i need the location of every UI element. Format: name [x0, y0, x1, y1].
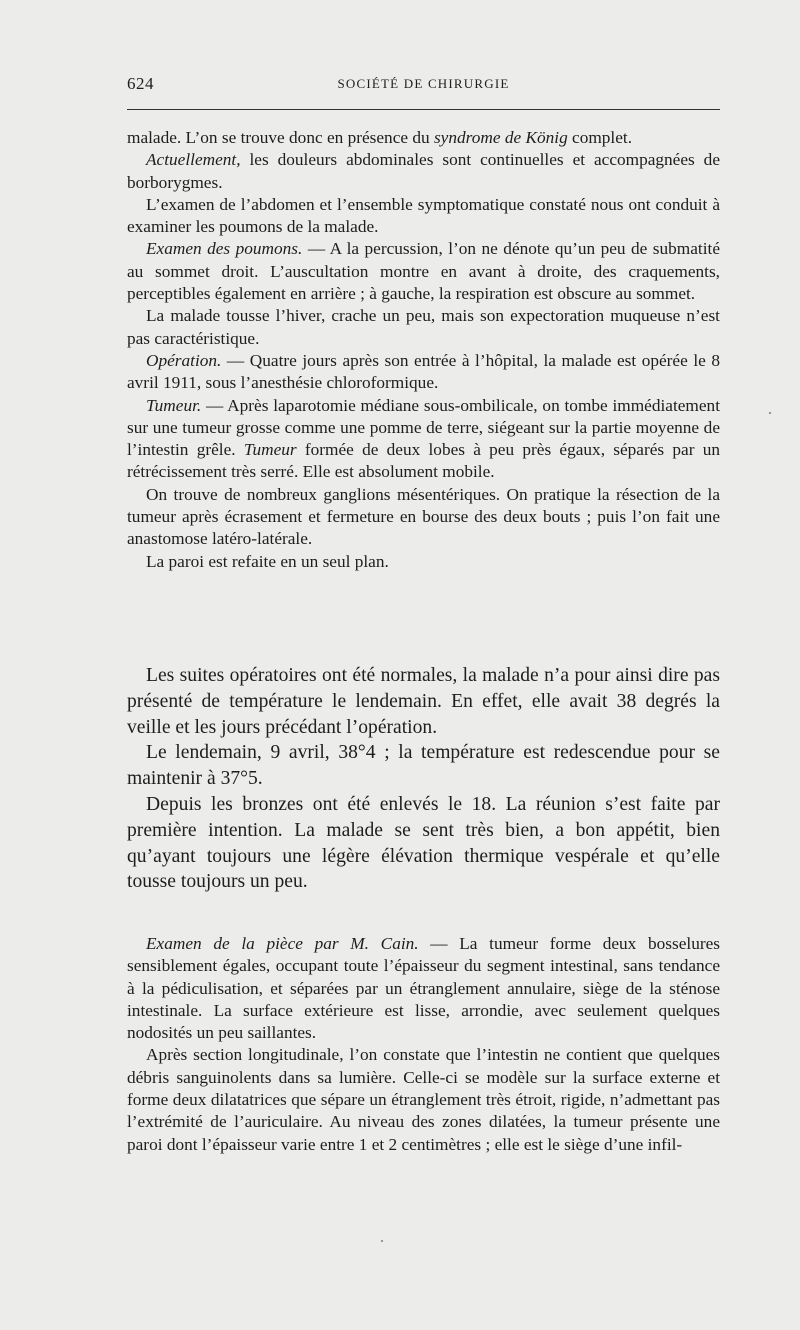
paragraph: La malade tousse l’hiver, crache un peu, mais son expectoration muqueuse n’est pas caractéristique. [127, 306, 720, 348]
paragraph: Tumeur. — Après laparotomie médiane sous-ombilicale, on tombe immédiatement sur une tumeur grosse comme une pomme de terre, siégeant sur la partie moyenne de l’intestin grêle. Tumeur formée de deux lobes à peu près égaux, séparés par un rétrécissement très serré. Elle est absolument mobile. [127, 395, 720, 482]
paragraph: Après section longitudinale, l’on constate que l’intestin ne contient que quelques débris sanguinolents dans sa lumière. Celle-ci se modèle sur la surface externe et forme deux dilatatrices que sépare un étranglement très étroit, rigide, n’admettant pas l’extrémité de l’auriculaire. Au niveau des zones dilatées, la tumeur présente une paroi dont l’épaisseur varie entre 1 et 2 centimètres ; elle est le siège d’une infil- [127, 1045, 720, 1154]
paragraph: Les suites opératoires ont été normales, la malade n’a pour ainsi dire pas présenté de température le lendemain. En effet, elle avait 38 degrés la veille et les jours précédant l’opération. [127, 665, 720, 738]
pathology-section [127, 933, 720, 1156]
paper-speck [381, 1240, 383, 1242]
paragraph: malade. L’on se trouve donc en présence du syndrome de König complet. [127, 128, 633, 147]
paper-speck [769, 412, 771, 414]
page-number: 624 [127, 74, 154, 93]
postoperative-section [127, 663, 720, 895]
paragraph: Le lendemain, 9 avril, 38°4 ; la température est redescendue pour se maintenir à 37°5. [127, 742, 720, 790]
paragraph: Depuis les bronzes ont été enlevés le 18. La réunion s’est faite par première intention. La malade se sent très bien, a bon appétit, bien qu’ayant toujours une légère élévation thermique vespérale et qu’elle tousse toujours un peu. [127, 793, 720, 893]
page-header [127, 74, 720, 98]
paragraph: Examen de la pièce par M. Cain. — La tumeur forme deux bosselures sensiblement égales, occupant toute l’épaisseur du segment intestinal, sans tendance à la pédiculisation, et séparées par un étranglement annulaire, siège de la sténose intestinale. La surface extérieure est lisse, arrondie, avec seulement quelques nodosités un peu saillantes. [127, 934, 721, 1043]
paragraph: La paroi est refaite en un seul plan. [146, 551, 389, 571]
paragraph: Examen des poumons. — A la percussion, l’on ne dénote qu’un peu de submatité au sommet droit. L’auscultation montre en avant à droite, des craquements, perceptibles également en arrière ; à gauche, la respiration est obscure au sommet. [127, 239, 720, 304]
case-report-section [127, 127, 720, 573]
header-rule [127, 109, 720, 110]
running-title: SOCIÉTÉ DE CHIRURGIE [337, 76, 510, 91]
paragraph: Actuellement, les douleurs abdominales sont continuelles et accompagnées de borborygmes. [127, 150, 720, 192]
paragraph: On trouve de nombreux ganglions mésentériques. On pratique la résection de la tumeur après écrasement et fermeture en bourse des deux bouts ; puis l’on fait une anastomose latéro-latérale. [127, 484, 720, 549]
paragraph: Opération. — Quatre jours après son entrée à l’hôpital, la malade est opérée le 8 avril 1911, sous l’anesthésie chloroformique. [127, 350, 720, 393]
paragraph: L’examen de l’abdomen et l’ensemble symptomatique constaté nous ont conduit à examiner les poumons de la malade. [127, 194, 720, 237]
